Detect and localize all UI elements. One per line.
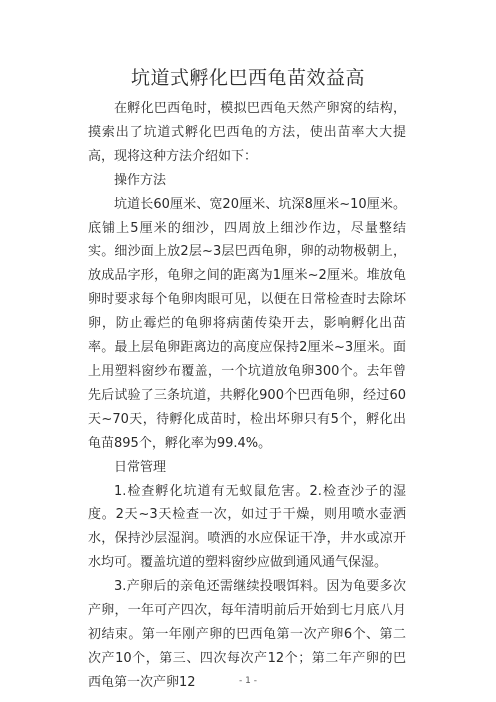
management-paragraph-1: 1.检查孵化坑道有无蚁鼠危害。2.检查沙子的湿度。2天~3天检查一次，如过于干燥，则用喷水壶洒水，保持沙层湿润。喷洒的水应保证干净，井水或凉开水均可。覆盖坑道的塑料窗纱应做到通风通气保湿。 (88, 483, 406, 571)
document-body (88, 97, 406, 695)
section-heading-management: 日常管理 (114, 459, 167, 475)
document-title: 坑道式孵化巴西龟苗效益高 (130, 67, 365, 89)
management-paragraph-3: 3.产卵后的亲龟还需继续投喂饵料。因为龟要多次产卵，一年可产四次，每年清明前后开始到七月底八月初结束。第一年刚产卵的巴西龟第一次产卵6个、第二次产10个，第三、四次每次产12个；第二年产卵的巴西龟第一次产卵12 (88, 579, 406, 690)
page-number: - 1 - (239, 676, 257, 686)
method-paragraph: 坑道长60厘米、宽20厘米、坑深8厘米~10厘米。底铺上5厘米的细沙，四周放上细沙作边，尽量整结实。细沙面上放2层~3层巴西龟卵，卵的动物极朝上，放成品字形，龟卵之间的距离为1厘米~2厘米。堆放龟卵时要求每个龟卵肉眼可见，以便在日常检查时去除坏卵，防止霉烂的龟卵将病菌传染开去，影响孵化出苗率。最上层龟卵距离边的高度应保持2厘米~3厘米。面上用塑料窗纱布覆盖，一个坑道放龟卵300个。去年曾先后试验了三条坑道，共孵化900个巴西龟卵，经过60天~70天，待孵化成苗时，检出坏卵只有5个，孵化出龟苗895个，孵化率为99.4%。 (88, 196, 406, 451)
section-heading-method: 操作方法 (114, 172, 167, 188)
intro-paragraph: 在孵化巴西龟时，模拟巴西龟天然产卵窝的结构，摸索出了坑道式孵化巴西龟的方法，使出苗率大大提高，现将这种方法介绍如下： (88, 101, 406, 164)
